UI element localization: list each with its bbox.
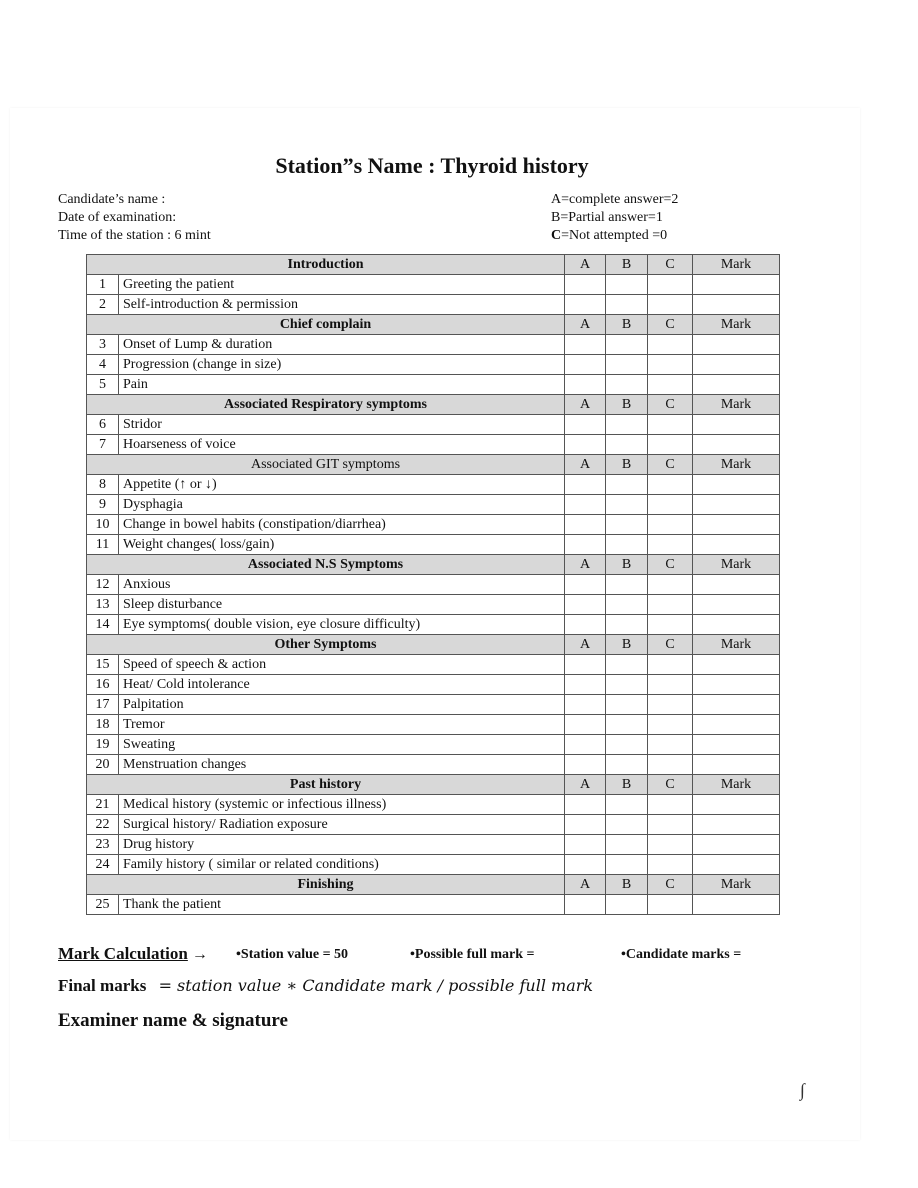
score-cell-mark[interactable] <box>693 655 780 675</box>
column-header-a: A <box>565 455 606 475</box>
table-row <box>87 475 780 495</box>
section-title: Finishing <box>87 875 565 895</box>
score-cell-mark[interactable] <box>693 855 780 875</box>
score-cell-b[interactable] <box>606 655 648 675</box>
candidate-marks: •Candidate marks = <box>621 947 742 962</box>
score-cell-b[interactable] <box>606 895 648 915</box>
score-cell-a[interactable] <box>565 355 606 375</box>
section-header-row <box>87 395 780 415</box>
score-cell-c[interactable] <box>648 575 693 595</box>
score-cell-a[interactable] <box>565 375 606 395</box>
score-cell-c[interactable] <box>648 515 693 535</box>
score-cell-b[interactable] <box>606 275 648 295</box>
table-row <box>87 895 780 915</box>
item-text: Hoarseness of voice <box>119 435 565 455</box>
score-cell-b[interactable] <box>606 615 648 635</box>
column-header-mark: Mark <box>693 635 780 655</box>
item-text: Onset of Lump & duration <box>119 335 565 355</box>
section-header-row <box>87 875 780 895</box>
section-header-row <box>87 775 780 795</box>
item-number: 12 <box>87 575 119 595</box>
score-cell-a[interactable] <box>565 475 606 495</box>
grading-key-c: C=Not attempted =0 <box>551 228 668 243</box>
table-row <box>87 435 780 455</box>
score-cell-b[interactable] <box>606 335 648 355</box>
score-cell-c[interactable] <box>648 295 693 315</box>
score-cell-a[interactable] <box>565 895 606 915</box>
table-row <box>87 495 780 515</box>
column-header-c: C <box>648 315 693 335</box>
table-row <box>87 515 780 535</box>
item-number: 16 <box>87 675 119 695</box>
score-cell-b[interactable] <box>606 695 648 715</box>
score-cell-c[interactable] <box>648 495 693 515</box>
item-number: 17 <box>87 695 119 715</box>
item-number: 2 <box>87 295 119 315</box>
score-cell-a[interactable] <box>565 695 606 715</box>
score-cell-a[interactable] <box>565 835 606 855</box>
section-title: Associated Respiratory symptoms <box>87 395 565 415</box>
score-cell-b[interactable] <box>606 595 648 615</box>
station-time-label: Time of the station : 6 mint <box>58 228 211 243</box>
score-cell-a[interactable] <box>565 735 606 755</box>
score-cell-b[interactable] <box>606 735 648 755</box>
score-cell-a[interactable] <box>565 295 606 315</box>
score-cell-mark[interactable] <box>693 595 780 615</box>
column-header-b: B <box>606 555 648 575</box>
score-cell-b[interactable] <box>606 495 648 515</box>
score-cell-c[interactable] <box>648 435 693 455</box>
score-cell-b[interactable] <box>606 795 648 815</box>
score-cell-c[interactable] <box>648 615 693 635</box>
score-cell-c[interactable] <box>648 855 693 875</box>
exam-date-label: Date of examination: <box>58 210 177 225</box>
station-value: •Station value = 50 <box>236 947 349 962</box>
score-cell-b[interactable] <box>606 375 648 395</box>
column-header-a: A <box>565 875 606 895</box>
item-number: 20 <box>87 755 119 775</box>
score-cell-mark[interactable] <box>693 695 780 715</box>
item-text: Weight changes( loss/gain) <box>119 535 565 555</box>
score-cell-mark[interactable] <box>693 295 780 315</box>
score-cell-c[interactable] <box>648 415 693 435</box>
item-text: Tremor <box>119 715 565 735</box>
score-cell-mark[interactable] <box>693 435 780 455</box>
item-text: Palpitation <box>119 695 565 715</box>
column-header-a: A <box>565 315 606 335</box>
mark-calculation <box>58 944 742 964</box>
table-row <box>87 695 780 715</box>
table-row <box>87 335 780 355</box>
score-cell-b[interactable] <box>606 815 648 835</box>
score-cell-mark[interactable] <box>693 415 780 435</box>
score-cell-b[interactable] <box>606 855 648 875</box>
section-title: Chief complain <box>87 315 565 335</box>
score-cell-a[interactable] <box>565 855 606 875</box>
item-text: Appetite (↑ or ↓) <box>119 475 565 495</box>
score-cell-c[interactable] <box>648 375 693 395</box>
possible-full-mark: •Possible full mark = <box>410 947 535 962</box>
table-row <box>87 275 780 295</box>
score-cell-c[interactable] <box>648 895 693 915</box>
column-header-mark: Mark <box>693 315 780 335</box>
item-number: 9 <box>87 495 119 515</box>
score-cell-b[interactable] <box>606 535 648 555</box>
item-number: 22 <box>87 815 119 835</box>
section-title: Introduction <box>87 255 565 275</box>
item-number: 15 <box>87 655 119 675</box>
item-text: Surgical history/ Radiation exposure <box>119 815 565 835</box>
score-cell-mark[interactable] <box>693 735 780 755</box>
score-cell-b[interactable] <box>606 755 648 775</box>
item-number: 23 <box>87 835 119 855</box>
score-cell-a[interactable] <box>565 795 606 815</box>
grading-key-b: B=Partial answer=1 <box>551 210 663 225</box>
table-row <box>87 295 780 315</box>
column-header-a: A <box>565 635 606 655</box>
score-cell-c[interactable] <box>648 595 693 615</box>
item-text: Stridor <box>119 415 565 435</box>
item-text: Greeting the patient <box>119 275 565 295</box>
table-row <box>87 835 780 855</box>
item-text: Family history ( similar or related conditions) <box>119 855 565 875</box>
table-row <box>87 655 780 675</box>
item-number: 5 <box>87 375 119 395</box>
score-cell-mark[interactable] <box>693 675 780 695</box>
grading-key-a: A=complete answer=2 <box>551 192 679 207</box>
section-header-row <box>87 315 780 335</box>
item-text: Anxious <box>119 575 565 595</box>
item-number: 21 <box>87 795 119 815</box>
item-number: 7 <box>87 435 119 455</box>
checklist-table <box>86 254 780 915</box>
column-header-mark: Mark <box>693 775 780 795</box>
item-text: Dysphagia <box>119 495 565 515</box>
table-row <box>87 375 780 395</box>
column-header-mark: Mark <box>693 395 780 415</box>
column-header-mark: Mark <box>693 255 780 275</box>
score-cell-mark[interactable] <box>693 495 780 515</box>
score-cell-c[interactable] <box>648 835 693 855</box>
arrow-icon: → <box>191 946 208 963</box>
item-text: Menstruation changes <box>119 755 565 775</box>
score-cell-b[interactable] <box>606 415 648 435</box>
score-cell-b[interactable] <box>606 835 648 855</box>
column-header-a: A <box>565 775 606 795</box>
score-cell-a[interactable] <box>565 715 606 735</box>
score-cell-c[interactable] <box>648 695 693 715</box>
item-number: 4 <box>87 355 119 375</box>
item-number: 25 <box>87 895 119 915</box>
table-row <box>87 735 780 755</box>
column-header-b: B <box>606 455 648 475</box>
item-number: 10 <box>87 515 119 535</box>
score-cell-a[interactable] <box>565 435 606 455</box>
column-header-c: C <box>648 775 693 795</box>
score-cell-a[interactable] <box>565 755 606 775</box>
final-marks-label: Final marks <box>58 976 147 995</box>
score-cell-b[interactable] <box>606 675 648 695</box>
table-row <box>87 715 780 735</box>
item-number: 11 <box>87 535 119 555</box>
table-row <box>87 855 780 875</box>
final-marks <box>58 976 593 996</box>
score-cell-mark[interactable] <box>693 515 780 535</box>
item-text: Sleep disturbance <box>119 595 565 615</box>
column-header-c: C <box>648 455 693 475</box>
score-cell-mark[interactable] <box>693 795 780 815</box>
item-number: 13 <box>87 595 119 615</box>
score-cell-c[interactable] <box>648 275 693 295</box>
section-header-row <box>87 555 780 575</box>
score-cell-b[interactable] <box>606 355 648 375</box>
item-number: 1 <box>87 275 119 295</box>
section-title: Other Symptoms <box>87 635 565 655</box>
item-number: 19 <box>87 735 119 755</box>
score-cell-c[interactable] <box>648 655 693 675</box>
column-header-c: C <box>648 555 693 575</box>
column-header-c: C <box>648 255 693 275</box>
item-text: Medical history (systemic or infectious illness) <box>119 795 565 815</box>
score-cell-mark[interactable] <box>693 715 780 735</box>
score-cell-mark[interactable] <box>693 335 780 355</box>
pen-mark: ∫ <box>800 1080 805 1100</box>
table-row <box>87 675 780 695</box>
score-cell-a[interactable] <box>565 595 606 615</box>
item-text: Progression (change in size) <box>119 355 565 375</box>
item-text: Eye symptoms( double vision, eye closure difficulty) <box>119 615 565 635</box>
item-number: 3 <box>87 335 119 355</box>
score-cell-a[interactable] <box>565 515 606 535</box>
score-cell-b[interactable] <box>606 515 648 535</box>
item-number: 14 <box>87 615 119 635</box>
score-cell-b[interactable] <box>606 715 648 735</box>
item-text: Heat/ Cold intolerance <box>119 675 565 695</box>
candidate-info <box>58 191 211 245</box>
table-row <box>87 535 780 555</box>
grading-key <box>551 191 678 245</box>
table-row <box>87 815 780 835</box>
score-cell-mark[interactable] <box>693 535 780 555</box>
score-cell-c[interactable] <box>648 335 693 355</box>
score-cell-c[interactable] <box>648 815 693 835</box>
column-header-mark: Mark <box>693 455 780 475</box>
score-cell-b[interactable] <box>606 295 648 315</box>
checklist-body <box>87 255 780 915</box>
column-header-b: B <box>606 635 648 655</box>
section-header-row <box>87 455 780 475</box>
column-header-a: A <box>565 555 606 575</box>
score-cell-mark[interactable] <box>693 575 780 595</box>
column-header-b: B <box>606 775 648 795</box>
score-cell-c[interactable] <box>648 795 693 815</box>
score-cell-mark[interactable] <box>693 355 780 375</box>
item-text: Pain <box>119 375 565 395</box>
score-cell-mark[interactable] <box>693 375 780 395</box>
table-row <box>87 615 780 635</box>
column-header-c: C <box>648 635 693 655</box>
score-cell-mark[interactable] <box>693 815 780 835</box>
score-cell-c[interactable] <box>648 735 693 755</box>
score-cell-a[interactable] <box>565 415 606 435</box>
item-number: 6 <box>87 415 119 435</box>
table-row <box>87 595 780 615</box>
item-text: Speed of speech & action <box>119 655 565 675</box>
table-row <box>87 795 780 815</box>
column-header-b: B <box>606 395 648 415</box>
column-header-c: C <box>648 875 693 895</box>
score-cell-a[interactable] <box>565 675 606 695</box>
score-cell-a[interactable] <box>565 535 606 555</box>
score-cell-a[interactable] <box>565 615 606 635</box>
item-text: Thank the patient <box>119 895 565 915</box>
score-cell-mark[interactable] <box>693 475 780 495</box>
score-cell-c[interactable] <box>648 755 693 775</box>
section-header-row <box>87 255 780 275</box>
score-cell-c[interactable] <box>648 535 693 555</box>
column-header-mark: Mark <box>693 875 780 895</box>
score-cell-a[interactable] <box>565 335 606 355</box>
score-cell-mark[interactable] <box>693 835 780 855</box>
candidate-name-label: Candidate’s name : <box>58 192 166 207</box>
column-header-c: C <box>648 395 693 415</box>
score-cell-a[interactable] <box>565 275 606 295</box>
section-title: Past history <box>87 775 565 795</box>
item-text: Self-introduction & permission <box>119 295 565 315</box>
score-cell-c[interactable] <box>648 715 693 735</box>
final-marks-formula: = station value ∗ Candidate mark / possible full mark <box>158 976 594 995</box>
score-cell-b[interactable] <box>606 475 648 495</box>
item-number: 8 <box>87 475 119 495</box>
score-cell-c[interactable] <box>648 475 693 495</box>
score-cell-b[interactable] <box>606 575 648 595</box>
page-title: Station”s Name : Thyroid history <box>275 153 589 178</box>
score-cell-mark[interactable] <box>693 755 780 775</box>
examiner-signature-label: Examiner name & signature <box>58 1010 288 1031</box>
score-cell-mark[interactable] <box>693 615 780 635</box>
column-header-b: B <box>606 315 648 335</box>
score-cell-c[interactable] <box>648 355 693 375</box>
score-cell-mark[interactable] <box>693 895 780 915</box>
table-row <box>87 575 780 595</box>
item-text: Change in bowel habits (constipation/diarrhea) <box>119 515 565 535</box>
column-header-a: A <box>565 395 606 415</box>
section-title: Associated GIT symptoms <box>87 455 565 475</box>
column-header-a: A <box>565 255 606 275</box>
section-header-row <box>87 635 780 655</box>
table-row <box>87 355 780 375</box>
score-cell-b[interactable] <box>606 435 648 455</box>
item-number: 18 <box>87 715 119 735</box>
item-number: 24 <box>87 855 119 875</box>
item-text: Sweating <box>119 735 565 755</box>
section-title: Associated N.S Symptoms <box>87 555 565 575</box>
score-cell-c[interactable] <box>648 675 693 695</box>
column-header-b: B <box>606 875 648 895</box>
score-cell-a[interactable] <box>565 495 606 515</box>
column-header-mark: Mark <box>693 555 780 575</box>
table-row <box>87 415 780 435</box>
score-cell-a[interactable] <box>565 815 606 835</box>
score-cell-a[interactable] <box>565 575 606 595</box>
column-header-b: B <box>606 255 648 275</box>
score-cell-mark[interactable] <box>693 275 780 295</box>
mark-calculation-label: Mark Calculation <box>58 944 188 963</box>
table-row <box>87 755 780 775</box>
score-cell-a[interactable] <box>565 655 606 675</box>
item-text: Drug history <box>119 835 565 855</box>
